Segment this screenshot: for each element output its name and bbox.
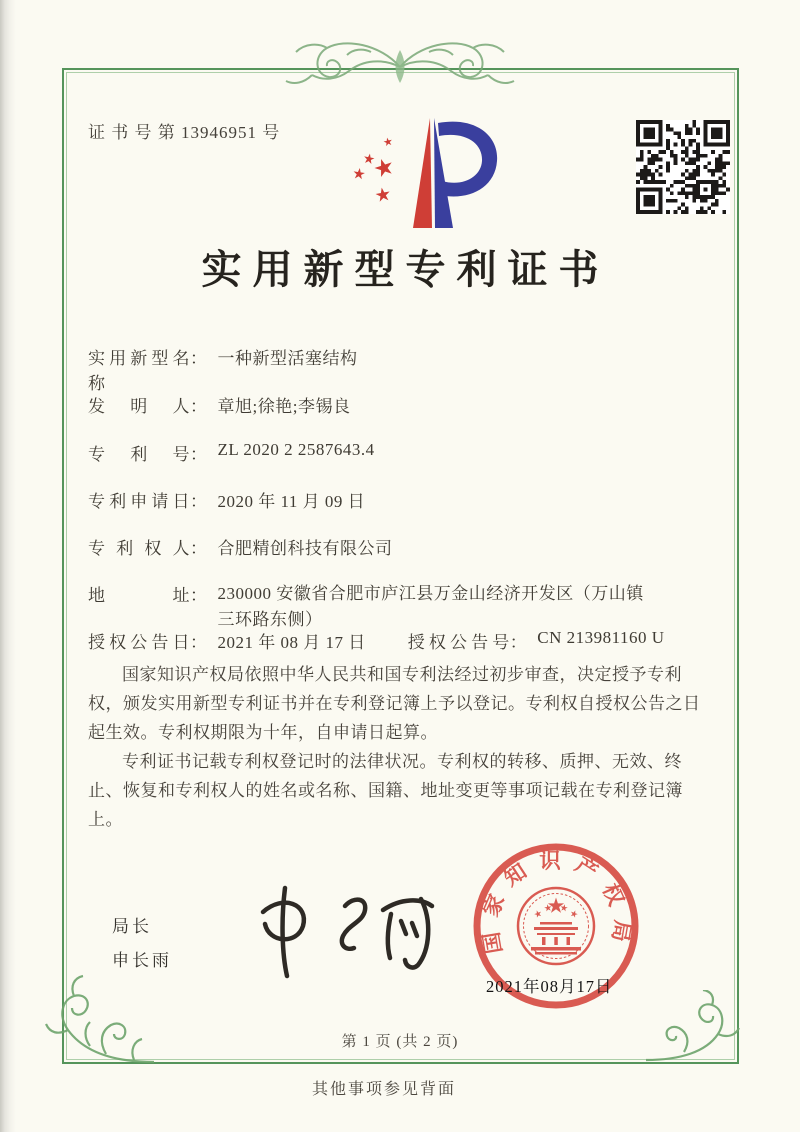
- legal-paragraph-1: 国家知识产权局依照中华人民共和国专利法经过初步审查，决定授予专利权，颁发实用新型专利证书并在专利登记簿上予以登记。专利权自授权公告之日起生效。专利权期限为十年，自申请日起算。: [88, 665, 701, 742]
- page-number: 第 1 页 (共 2 页): [341, 1034, 459, 1050]
- certificate-number: 证 书 号 第 13946951 号: [88, 123, 281, 142]
- field-label: 专利权人: [88, 539, 190, 558]
- field-label: 专利申请日: [88, 492, 190, 511]
- legal-text-block: [88, 660, 714, 834]
- field-value: 章旭;徐艳;李锡良: [217, 397, 351, 416]
- scan-edge-shadow: [0, 0, 16, 1132]
- field-inventor: 发明人 ： 章旭;徐艳;李锡良: [88, 392, 350, 417]
- field-label: 发明人: [88, 397, 190, 416]
- commissioner-name: 申长雨: [112, 951, 172, 970]
- field-value: CN 213981160 U: [537, 628, 665, 647]
- field-value: 2021 年 08 月 17 日: [217, 633, 366, 652]
- cnipa-logo-icon: [338, 110, 508, 234]
- commissioner-title: 局长: [112, 917, 152, 936]
- field-value: 合肥精创科技有限公司: [217, 539, 393, 558]
- field-patent-number: 专利号 ： ZL 2020 2 2587643.4: [88, 440, 375, 464]
- qr-code: [636, 120, 730, 214]
- commissioner-signature: [225, 872, 440, 984]
- field-value: 一种新型活塞结构: [217, 349, 358, 368]
- legal-paragraph-2: 专利证书记载专利权登记时的法律状况。专利权的转移、质押、无效、终止、恢复和专利权人的姓名或名称、国籍、地址变更等事项记载在专利登记簿上。: [88, 752, 683, 829]
- svg-text:国家知识产权局: 国家知识产权局: [477, 849, 635, 956]
- field-filing-date: 专利申请日 ： 2020 年 11 月 09 日: [88, 487, 365, 512]
- field-value: 2020 年 11 月 09 日: [217, 492, 366, 511]
- field-utility-model-name: 实用新型名称 ： 一种新型活塞结构: [88, 344, 358, 394]
- field-label: 地址: [88, 586, 190, 605]
- field-label: 实用新型名称: [88, 349, 190, 393]
- field-grant-number: 授权公告号 ： CN 213981160 U: [407, 628, 665, 652]
- field-label: 专利号: [88, 445, 190, 464]
- field-patentee: 专利权人 ： 合肥精创科技有限公司: [88, 534, 393, 559]
- field-address: 地址 ： 230000 安徽省合肥市庐江县万金山经济开发区（万山镇三环路东侧）: [88, 581, 652, 633]
- document-title: 实用新型专利证书: [201, 247, 610, 292]
- field-value: 230000 安徽省合肥市庐江县万金山经济开发区（万山镇三环路东侧）: [217, 584, 644, 629]
- field-value: ZL 2020 2 2587643.4: [217, 440, 375, 459]
- back-side-note: 其他事项参见背面: [311, 1081, 456, 1098]
- field-label: 授权公告号: [407, 633, 510, 652]
- field-grant-row: 授权公告日 ： 2021 年 08 月 17 日 授权公告号 ： CN 213981160 U: [88, 628, 665, 652]
- seal-date: 2021年08月17日: [486, 977, 613, 996]
- field-label: 授权公告日: [88, 633, 190, 652]
